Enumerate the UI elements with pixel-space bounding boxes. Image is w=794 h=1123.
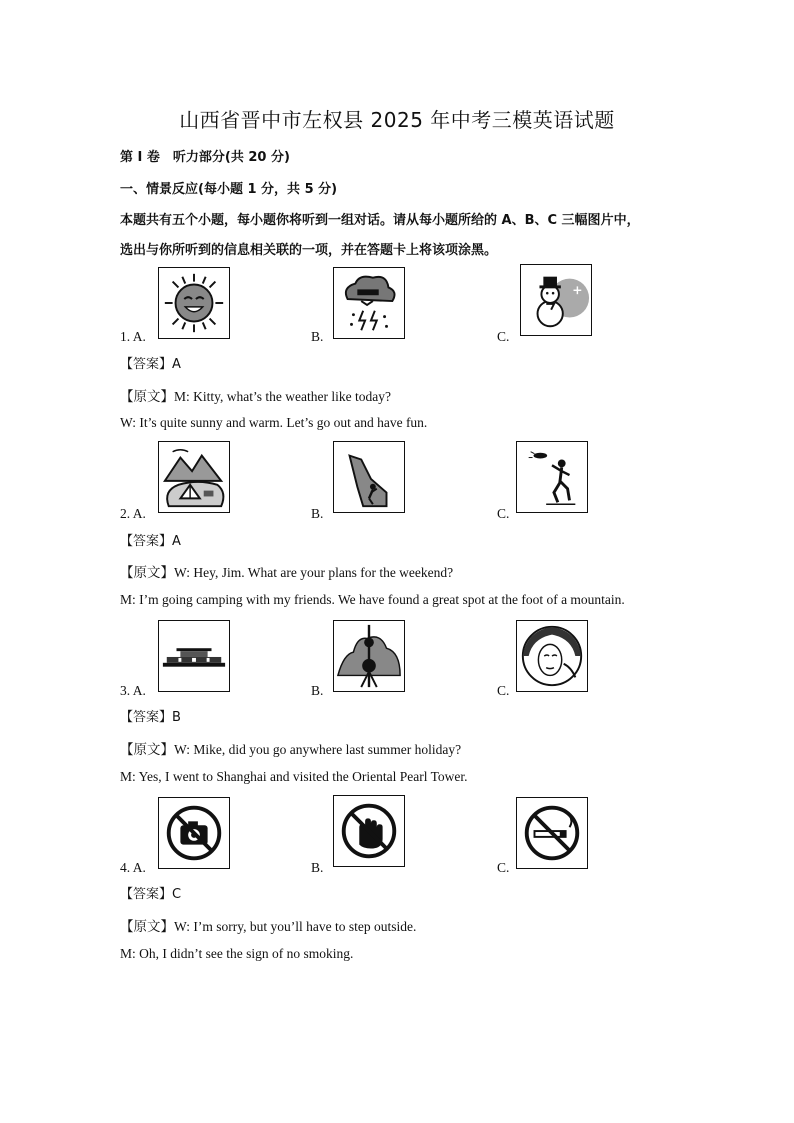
q3-script-line-1: 【原文】W: Mike, did you go anywhere last summer holiday?	[120, 742, 462, 757]
q3-option-b: B.	[311, 683, 324, 698]
q2-script-line-1: 【原文】W: Hey, Jim. What are your plans for the weekend?	[120, 565, 454, 580]
q3-option-a: 3. A.	[120, 683, 146, 698]
no-touching-icon	[333, 795, 405, 867]
q4-script-line-2: M: Oh, I didn’t see the sign of no smoking.	[120, 946, 354, 961]
q3-option-c: C.	[497, 683, 510, 698]
instructions-line-1: 本题共有五个小题，每小题你将听到一组对话。请从每小题所给的 A、B、C 三幅图片中，	[120, 213, 640, 228]
rock-climbing-icon	[333, 441, 405, 513]
q2-script-line-2: M: I’m going camping with my friends. We have found a great spot at the foot of a mountain.	[120, 592, 625, 607]
q4-option-b: B.	[311, 860, 324, 875]
q1-answer: 【答案】A	[120, 357, 181, 372]
camping-icon	[158, 441, 230, 513]
page-title: 山西省晋中市左权县 2025 年中考三模英语试题	[179, 108, 615, 132]
sun-icon	[158, 267, 230, 339]
q1-option-c: C.	[497, 329, 510, 344]
oriental-pearl-tower-icon	[333, 620, 405, 692]
no-smoking-icon	[516, 797, 588, 869]
no-photo-icon	[158, 797, 230, 869]
q3-script-line-2: M: Yes, I went to Shanghai and visited the Oriental Pearl Tower.	[120, 769, 468, 784]
q1-option-b: B.	[311, 329, 324, 344]
q4-option-c: C.	[497, 860, 510, 875]
q4-answer: 【答案】C	[120, 887, 182, 902]
snowman-icon	[520, 264, 592, 336]
q2-answer: 【答案】A	[120, 534, 181, 549]
frisbee-icon	[516, 441, 588, 513]
q4-script-line-1: 【原文】W: I’m sorry, but you’ll have to step outside.	[120, 919, 417, 934]
q1-script-line-2: W: It’s quite sunny and warm. Let’s go out and have fun.	[120, 415, 428, 430]
q2-option-c: C.	[497, 506, 510, 521]
thunderstorm-icon	[333, 267, 405, 339]
part-heading: 一、情景反应(每小题 1 分，共 5 分)	[120, 182, 338, 197]
q2-option-b: B.	[311, 506, 324, 521]
section-heading: 第 I 卷 听力部分(共 20 分)	[120, 150, 290, 165]
q2-option-a: 2. A.	[120, 506, 146, 521]
q1-option-a: 1. A.	[120, 329, 146, 344]
instructions-line-2: 选出与你所听到的信息相关联的一项，并在答题卡上将该项涂黑。	[120, 243, 498, 258]
q4-option-a: 4. A.	[120, 860, 146, 875]
leshan-buddha-icon	[516, 620, 588, 692]
q3-answer: 【答案】B	[120, 710, 181, 725]
tiananmen-icon	[158, 620, 230, 692]
q1-script-line-1: 【原文】M: Kitty, what’s the weather like today?	[120, 389, 391, 404]
